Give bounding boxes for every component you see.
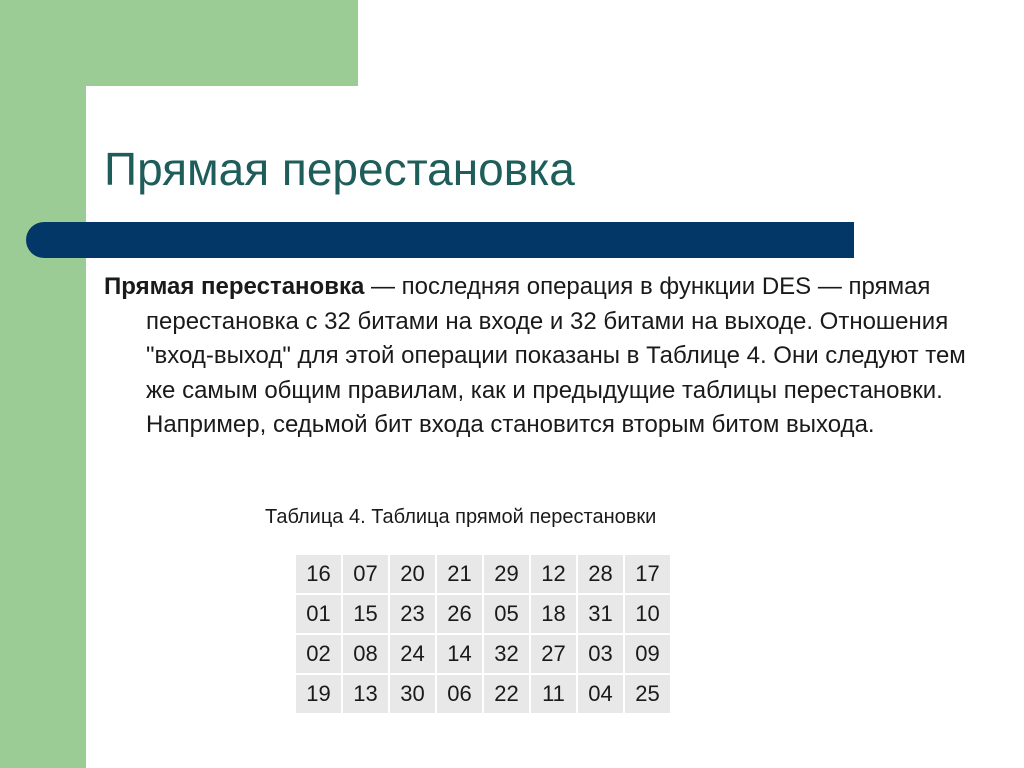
table-cell: 03: [578, 635, 623, 673]
table-cell: 05: [484, 595, 529, 633]
rounded-corner-decoration: [86, 86, 146, 146]
table-row: [296, 595, 670, 633]
table-row: [296, 555, 670, 593]
table-cell: 25: [625, 675, 670, 713]
table-cell: 09: [625, 635, 670, 673]
green-side-strip: [0, 0, 86, 768]
title-underline-bar: [26, 222, 854, 258]
table-cell: 27: [531, 635, 576, 673]
table-cell: 13: [343, 675, 388, 713]
table-cell: 24: [390, 635, 435, 673]
table-cell: 29: [484, 555, 529, 593]
table-cell: 01: [296, 595, 341, 633]
table-row: [296, 675, 670, 713]
table-cell: 32: [484, 635, 529, 673]
table-cell: 17: [625, 555, 670, 593]
table-cell: 30: [390, 675, 435, 713]
table-cell: 08: [343, 635, 388, 673]
body-text: — последняя операция в функции DES — прямая перестановка с 32 битами на входе и 32 битами на выходе. Отношения "вход-выход" для этой операции показаны в Таблице 4. Они следуют тем же самым общим правилам, как и предыдущие таблицы перестановки. Например, седьмой бит входа становится вторым битом выхода.: [146, 273, 966, 438]
table-cell: 18: [531, 595, 576, 633]
table-cell: 06: [437, 675, 482, 713]
permutation-table: [294, 553, 672, 715]
green-top-block: [0, 0, 358, 86]
table-cell: 15: [343, 595, 388, 633]
table-cell: 04: [578, 675, 623, 713]
table-cell: 23: [390, 595, 435, 633]
table-cell: 26: [437, 595, 482, 633]
body-term: Прямая перестановка: [104, 273, 365, 300]
table-row: [296, 635, 670, 673]
table-cell: 21: [437, 555, 482, 593]
table-cell: 28: [578, 555, 623, 593]
slide-title: Прямая перестановка: [104, 143, 575, 195]
table-cell: 12: [531, 555, 576, 593]
table-cell: 10: [625, 595, 670, 633]
table-cell: 11: [531, 675, 576, 713]
table-cell: 07: [343, 555, 388, 593]
table-cell: 19: [296, 675, 341, 713]
table-cell: 31: [578, 595, 623, 633]
table-cell: 22: [484, 675, 529, 713]
table-cell: 14: [437, 635, 482, 673]
table-cell: 02: [296, 635, 341, 673]
body-paragraph: [104, 270, 996, 443]
table-cell: 20: [390, 555, 435, 593]
table-caption: Таблица 4. Таблица прямой перестановки: [265, 506, 657, 528]
table-cell: 16: [296, 555, 341, 593]
